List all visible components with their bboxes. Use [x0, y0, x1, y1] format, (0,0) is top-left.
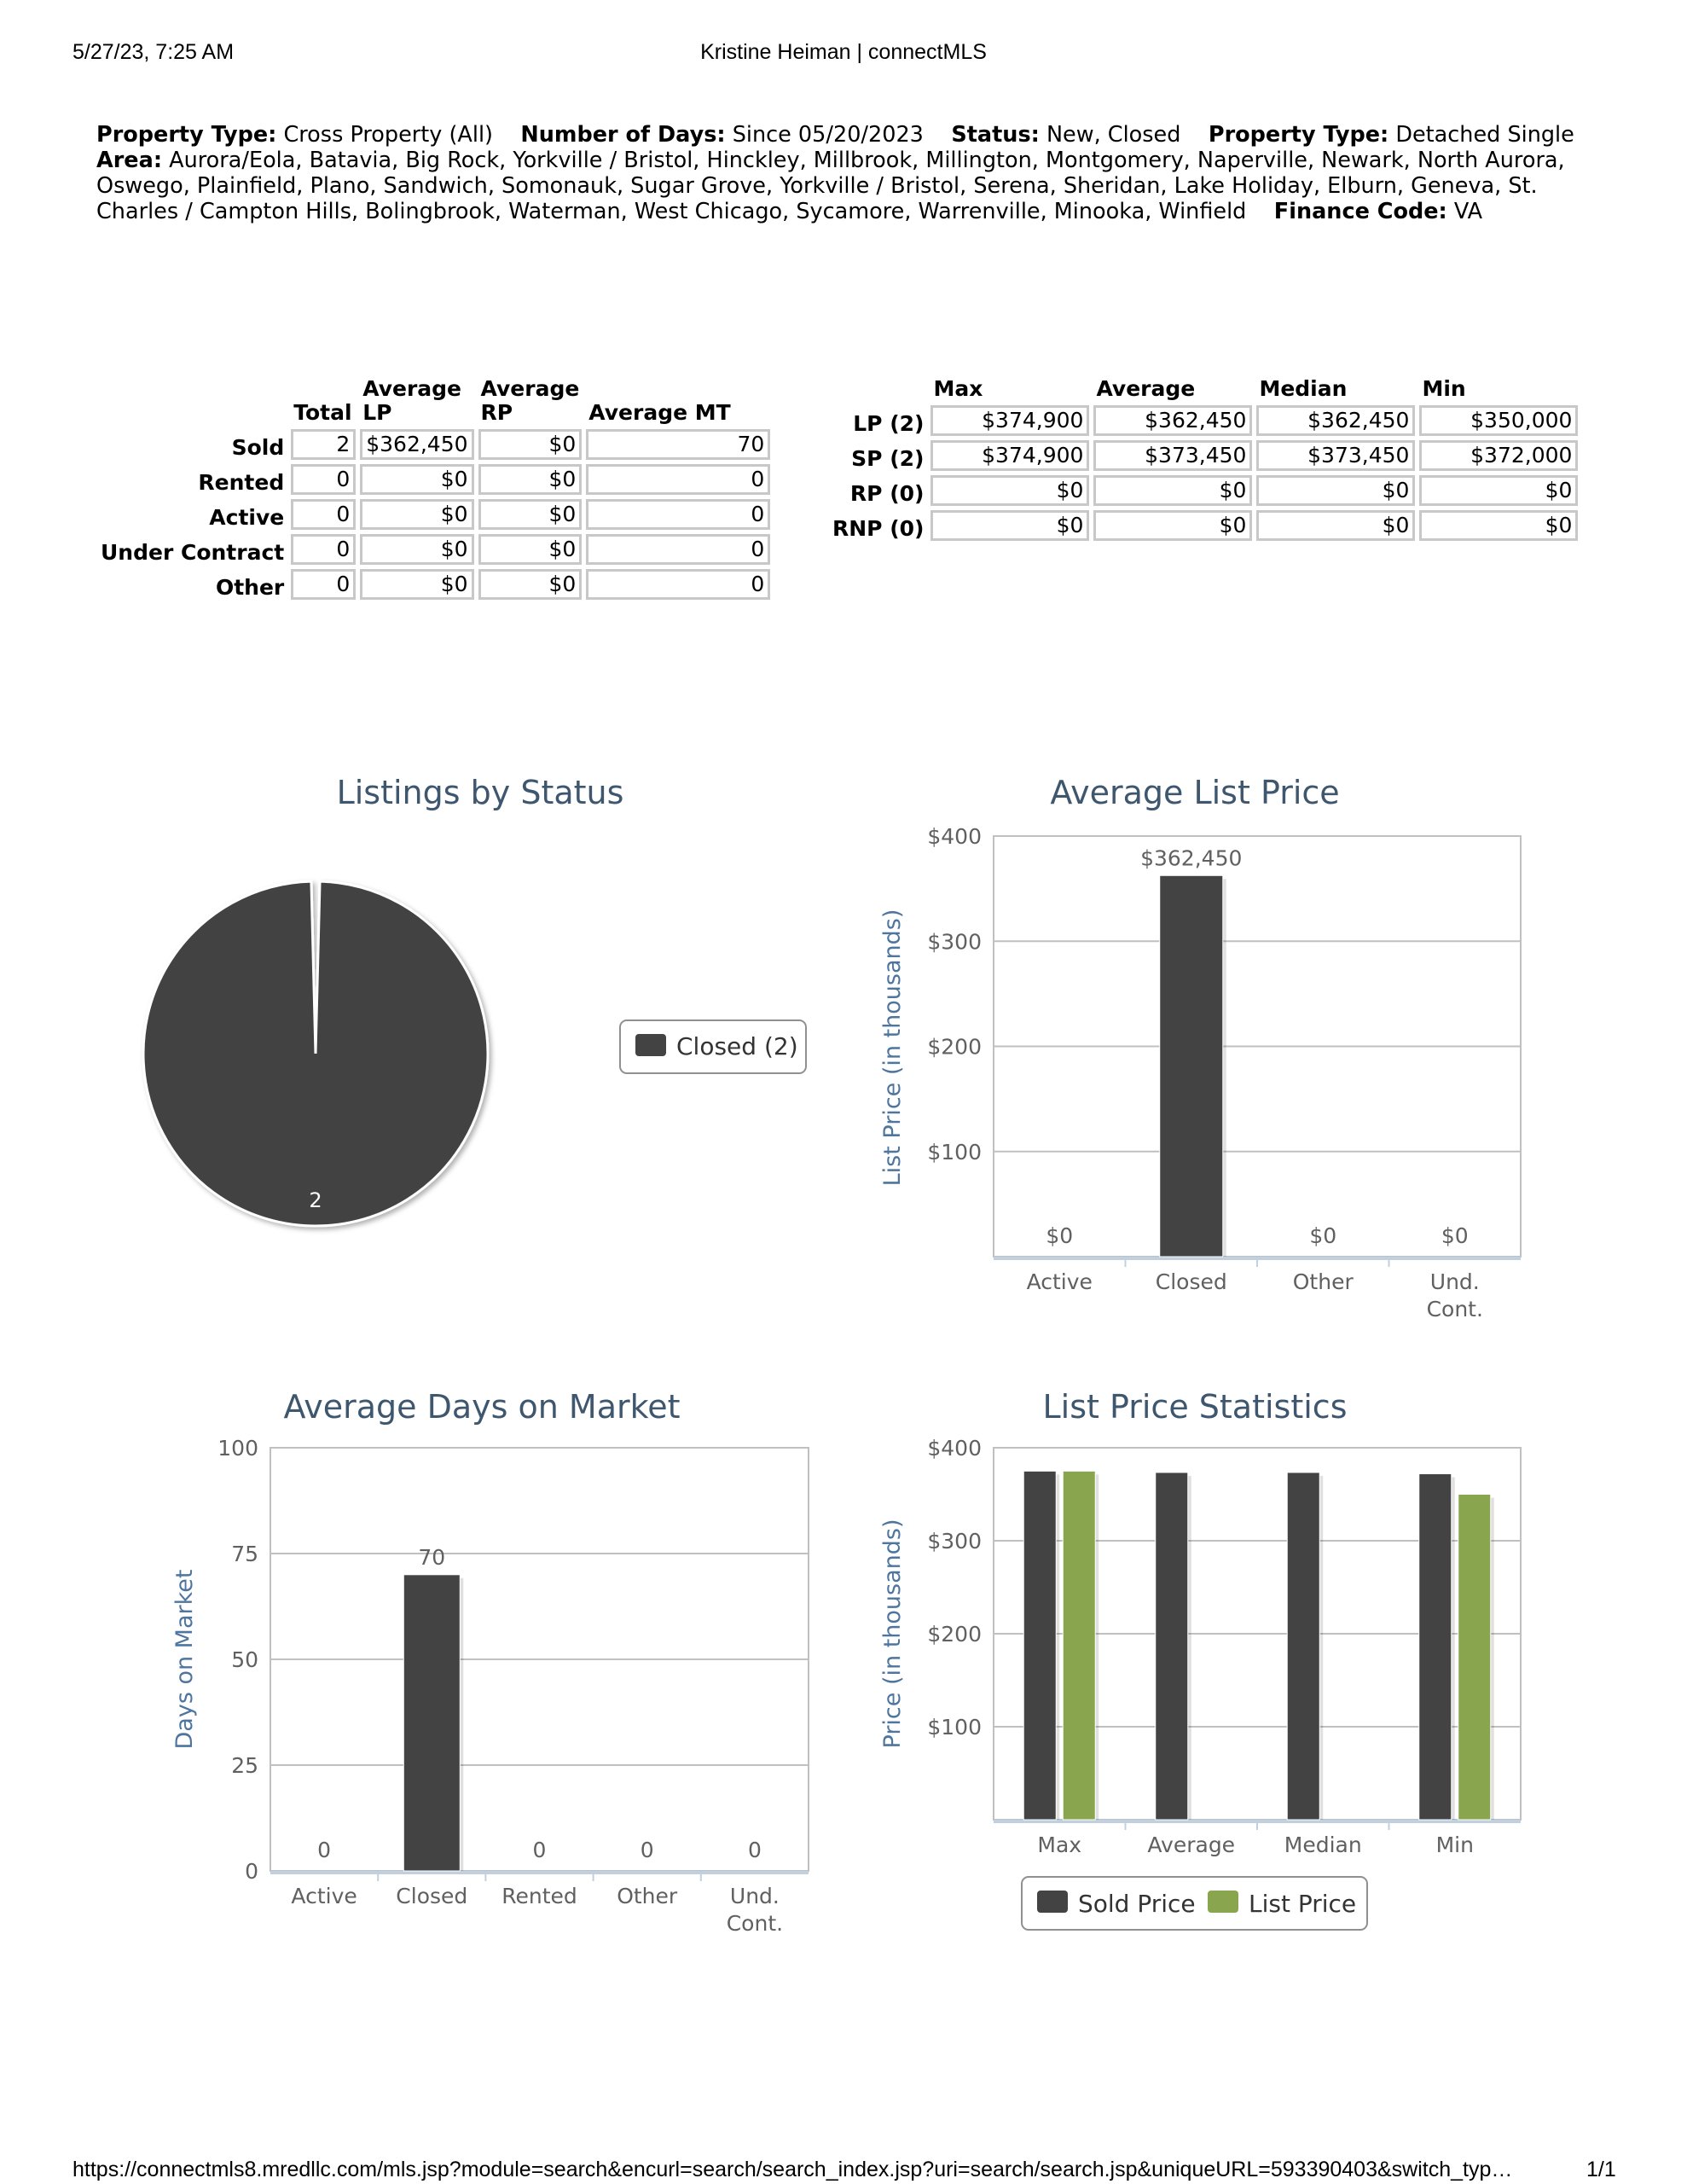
chart-title: Listings by Status — [336, 774, 624, 811]
x-tick-label: Closed — [396, 1884, 468, 1908]
table-cell: $372,000 — [1419, 440, 1578, 471]
table-cell: $0 — [1419, 510, 1578, 541]
legend-swatch — [1208, 1891, 1238, 1913]
criteria-value: New, Closed — [1046, 122, 1181, 148]
data-label: 70 — [418, 1544, 446, 1570]
y-tick-label: 0 — [245, 1859, 258, 1884]
y-tick-label: $300 — [927, 929, 982, 955]
page-number: 1/1 — [1586, 2158, 1616, 2181]
x-tick-label: Cont. — [726, 1911, 784, 1936]
row-label: SP (2) — [851, 446, 925, 471]
bar — [1287, 1472, 1319, 1820]
x-tick-label: Average — [1147, 1833, 1236, 1857]
bar — [1458, 1495, 1491, 1821]
chart-legend — [620, 1020, 806, 1073]
data-label: 0 — [532, 1838, 547, 1862]
table-cell: 0 — [291, 464, 356, 495]
criteria-value: Aurora/Eola, Batavia, Big Rock, Yorkville / Bristol, Hinckley, Millbrook, Millington, Montgomery, Naperville, Newark, North Aurora, Oswego, Plainfield, Plano, Sandwich, Somonauk, Sugar Grove, Yorkville / Bristol, Serena, Sheridan, Lake Holiday, Elburn, Geneva, St. Charles / Campton Hills, Bolingbrook, Waterman, West Chicago, Sycamore, Warrenville, Minooka, Winfield — [96, 148, 1565, 224]
table-cell: $0 — [478, 464, 583, 495]
table-cell: $0 — [930, 510, 1089, 541]
table-cell: $0 — [1256, 510, 1415, 541]
criteria-label: Finance Code: — [1273, 199, 1447, 224]
y-tick-label: $300 — [927, 1529, 982, 1554]
row-label: RP (0) — [849, 481, 925, 506]
y-axis-label: Days on Market — [171, 1569, 198, 1750]
x-tick-label: Rented — [501, 1884, 577, 1908]
print-page-title: Kristine Heiman | connectMLS — [700, 40, 987, 64]
table-cell: $0 — [930, 475, 1089, 506]
x-tick-label: Und. — [729, 1884, 780, 1908]
bar — [1023, 1471, 1056, 1820]
table-cell: $374,900 — [930, 405, 1089, 436]
data-label: $0 — [1309, 1223, 1337, 1248]
chart-title: List Price Statistics — [1042, 1388, 1348, 1426]
x-tick-label: Active — [291, 1884, 357, 1908]
table-cell: $373,450 — [1093, 440, 1252, 471]
column-header: Average — [1096, 376, 1196, 401]
table-row — [830, 475, 1578, 506]
bar — [403, 1575, 460, 1871]
listings-by-status-chart — [102, 764, 853, 1258]
criteria-label: Property Type: — [1208, 122, 1389, 148]
column-header: Average LP — [362, 376, 461, 425]
table-cell: $362,450 — [1256, 405, 1415, 436]
legend-item-label: Closed (2) — [676, 1032, 798, 1060]
legend-item-label: Sold Price — [1078, 1890, 1196, 1918]
table-cell: $0 — [1419, 475, 1578, 506]
table-row — [830, 510, 1578, 541]
y-tick-label: 50 — [231, 1647, 258, 1672]
bar — [1419, 1474, 1452, 1820]
data-label: $362,450 — [1140, 845, 1243, 871]
table-row — [98, 499, 770, 530]
table-cell: 0 — [586, 569, 770, 600]
criteria-label: Area: — [96, 148, 163, 173]
y-axis-label: List Price (in thousands) — [879, 909, 906, 1187]
legend-swatch — [635, 1034, 666, 1056]
price-statistics-table — [826, 373, 1582, 545]
x-tick-label: Median — [1284, 1833, 1362, 1857]
table-cell: 0 — [586, 534, 770, 565]
y-tick-label: $200 — [927, 1034, 982, 1060]
y-tick-label: $100 — [927, 1715, 982, 1740]
pie-slice — [143, 881, 488, 1226]
table-cell: $0 — [478, 534, 583, 565]
table-cell: 0 — [291, 499, 356, 530]
table-cell: $374,900 — [930, 440, 1089, 471]
table-cell: $362,450 — [360, 429, 473, 460]
table-cell: $0 — [478, 499, 583, 530]
table-cell: 0 — [291, 534, 356, 565]
table-cell: $350,000 — [1419, 405, 1578, 436]
row-label: Rented — [198, 470, 285, 495]
table-row — [98, 464, 770, 495]
table-cell: $373,450 — [1256, 440, 1415, 471]
print-footer-url: https://connectmls8.mredllc.com/mls.jsp?module=search&encurl=search/search_index.jsp?uri=search/search.jsp&uniqueURL=593390403&switch_typ… — [72, 2158, 1513, 2181]
table-cell: $0 — [478, 569, 583, 600]
row-label: Active — [209, 505, 285, 530]
x-tick-label: Cont. — [1426, 1297, 1483, 1321]
table-cell: 0 — [291, 569, 356, 600]
y-tick-label: 25 — [231, 1753, 258, 1778]
table-header-row — [98, 377, 770, 425]
bar — [1160, 875, 1223, 1257]
chart-title: Average List Price — [1050, 774, 1340, 811]
criteria-label: Status: — [951, 122, 1040, 148]
table-row — [830, 405, 1578, 436]
column-header: Median — [1259, 376, 1348, 401]
data-label: 0 — [317, 1838, 332, 1862]
y-tick-label: $400 — [927, 1436, 982, 1461]
x-tick-label: Und. — [1429, 1269, 1480, 1294]
data-label: 0 — [640, 1838, 654, 1862]
x-tick-label: Other — [1292, 1269, 1354, 1294]
legend-item-label: List Price — [1249, 1890, 1357, 1918]
x-tick-label: Min — [1435, 1833, 1474, 1857]
print-datetime: 5/27/23, 7:25 AM — [72, 40, 235, 64]
status-summary-table — [94, 373, 774, 604]
table-cell: 70 — [586, 429, 770, 460]
table-cell: $0 — [360, 464, 473, 495]
search-criteria — [96, 122, 1602, 224]
y-tick-label: 75 — [231, 1542, 258, 1566]
list-price-statistics-chart — [870, 1378, 1569, 1941]
table-row — [98, 569, 770, 600]
data-label: $0 — [1441, 1223, 1469, 1248]
x-tick-label: Closed — [1155, 1269, 1227, 1294]
row-label: Sold — [231, 435, 285, 460]
x-tick-label: Other — [617, 1884, 678, 1908]
table-cell: 2 — [291, 429, 356, 460]
table-cell: $0 — [1093, 510, 1252, 541]
y-tick-label: 100 — [217, 1436, 258, 1461]
row-label: Under Contract — [101, 540, 285, 565]
chart-title: Average Days on Market — [283, 1388, 681, 1426]
average-days-on-market-chart — [154, 1378, 836, 1941]
criteria-value: VA — [1453, 199, 1483, 224]
table-header-row — [830, 377, 1578, 401]
column-header: Max — [933, 376, 983, 401]
row-label: Other — [215, 575, 285, 600]
row-label: RNP (0) — [832, 516, 925, 541]
criteria-label: Property Type: — [96, 122, 277, 148]
criteria-value: Cross Property (All) — [283, 122, 493, 148]
table-row — [830, 440, 1578, 471]
table-row — [98, 534, 770, 565]
table-cell: 0 — [586, 499, 770, 530]
column-header: Average MT — [588, 400, 731, 425]
column-header: Min — [1422, 376, 1466, 401]
column-header: Average RP — [480, 376, 580, 425]
y-tick-label: $400 — [927, 824, 982, 849]
table-cell: $0 — [1256, 475, 1415, 506]
table-cell: $0 — [1093, 475, 1252, 506]
table-cell: $0 — [478, 429, 583, 460]
x-tick-label: Active — [1026, 1269, 1093, 1294]
table-row — [98, 429, 770, 460]
y-tick-label: $100 — [927, 1139, 982, 1165]
table-cell: $0 — [360, 499, 473, 530]
data-label: 0 — [747, 1838, 762, 1862]
bar — [1156, 1472, 1188, 1820]
criteria-value: Since 05/20/2023 — [732, 122, 924, 148]
pie-data-label: 2 — [309, 1188, 322, 1212]
y-axis-label: Price (in thousands) — [879, 1519, 906, 1749]
x-tick-label: Max — [1037, 1833, 1082, 1857]
legend-swatch — [1037, 1891, 1068, 1913]
bar — [1063, 1471, 1095, 1820]
table-cell: $362,450 — [1093, 405, 1252, 436]
average-list-price-chart — [870, 764, 1569, 1344]
chart-legend — [1022, 1877, 1367, 1930]
data-label: $0 — [1046, 1223, 1074, 1248]
row-label: LP (2) — [853, 411, 925, 436]
criteria-label: Number of Days: — [520, 122, 726, 148]
table-cell: $0 — [360, 534, 473, 565]
table-cell: $0 — [360, 569, 473, 600]
table-cell: 0 — [586, 464, 770, 495]
criteria-value: Detached Single — [1395, 122, 1574, 148]
y-tick-label: $200 — [927, 1622, 982, 1647]
column-header: Total — [293, 400, 352, 425]
